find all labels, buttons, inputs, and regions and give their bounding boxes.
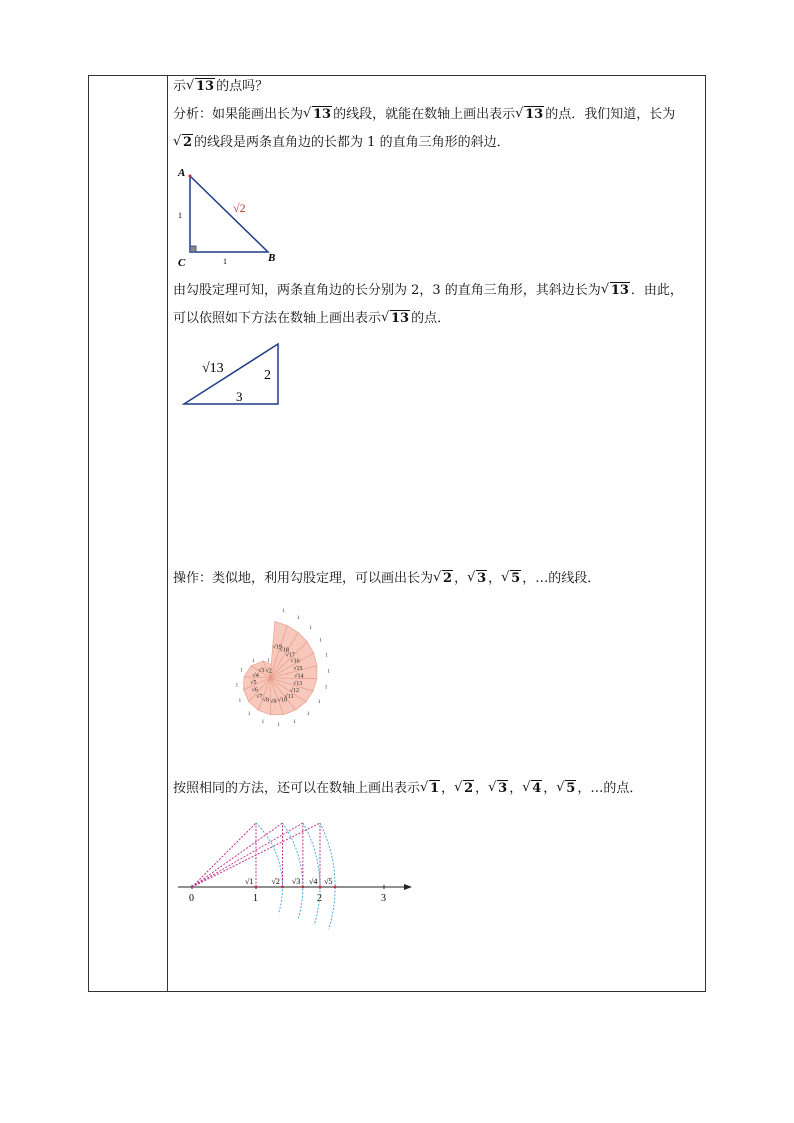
- axis-tick-label: 0: [189, 893, 194, 904]
- axis-tick-label: 1: [253, 893, 258, 904]
- sqrt-13: √ 13: [303, 106, 332, 124]
- number-line-diagram: [172, 815, 417, 910]
- root-point-label: √1: [245, 877, 254, 886]
- spiral-root-label: √8: [262, 697, 269, 704]
- sqrt-2: √ 2: [173, 134, 193, 152]
- spiral-root-label: √10: [277, 697, 288, 704]
- spiral-root-label: √12: [289, 688, 299, 695]
- spiral-root-label: √3: [258, 668, 265, 675]
- spiral-unit-label: 1: [296, 615, 300, 621]
- spiral-unit-label: 1: [325, 653, 328, 659]
- sqrt-13: √ 13: [515, 106, 544, 124]
- theodorus-spiral: [172, 592, 342, 728]
- sqrt-13: √ 13: [601, 282, 630, 300]
- spiral-root-label: √16: [290, 658, 300, 665]
- axis-tick-label: 3: [381, 893, 386, 904]
- right-triangle-2-3-sqrt13: [178, 338, 288, 412]
- spiral-root-label: √18: [279, 647, 289, 654]
- axis-tick-label: 2: [317, 893, 322, 904]
- hypotenuse-line: [192, 823, 283, 887]
- spiral-unit-label: 1: [317, 700, 321, 706]
- sqrt-13: √ 13: [186, 78, 215, 96]
- root-point-label: √4: [309, 877, 318, 886]
- leg-bottom-label: 1: [223, 257, 227, 266]
- hyp-label: √13: [202, 361, 224, 376]
- spiral-unit-label: 1: [235, 683, 239, 689]
- spiral-root-label: √15: [293, 665, 303, 672]
- spiral-unit-label: 1: [267, 658, 270, 664]
- sqrt-5: √ 5: [501, 570, 521, 588]
- spiral-unit-label: 1: [293, 719, 296, 725]
- spiral-unit-label: 1: [324, 685, 328, 691]
- text-fragment: 示: [173, 79, 187, 94]
- vertex-A: A: [178, 167, 186, 179]
- table-left-column: [89, 76, 168, 991]
- spiral-unit-label: 1: [282, 608, 285, 614]
- root-point-label: √3: [291, 877, 301, 886]
- text-fragment: 的点吗？: [216, 79, 269, 94]
- spiral-root-label: √11: [284, 693, 294, 700]
- spiral-root-label: √14: [294, 673, 304, 680]
- compass-arc: [303, 823, 320, 925]
- spiral-root-label: √17: [285, 652, 295, 659]
- text-line-1: [173, 78, 268, 96]
- sqrt-13: √ 13: [381, 310, 410, 328]
- sqrt-3: √ 3: [467, 570, 487, 588]
- spiral-unit-label: 1: [238, 699, 242, 705]
- spiral-root-label: √5: [250, 680, 257, 687]
- sqrt-2: √ 2: [454, 780, 474, 798]
- hypotenuse-label: √2: [233, 201, 246, 215]
- spiral-unit-label: 1: [307, 711, 310, 717]
- sqrt-1: √ 1: [420, 780, 440, 798]
- analysis-line: 分析：如果能画出长为√ 13 的线段，就能在数轴上画出表示√ 13 的点．我们知道，长为: [173, 106, 675, 124]
- compass-arc: [283, 823, 303, 920]
- spiral-unit-label: 1: [240, 668, 243, 674]
- leg-vertical-label: 2: [264, 368, 271, 383]
- pythagoras-line: 由勾股定理可知，两条直角边的长分别为 2，3 的直角三角形，其斜边长为√ 13 ．由此，: [173, 282, 683, 300]
- compass-arc: [256, 823, 283, 914]
- root-point: [334, 886, 337, 889]
- vertex-C: C: [178, 257, 186, 269]
- sqrt-3: √ 3: [488, 780, 508, 798]
- spiral-unit-label: 1: [319, 638, 322, 644]
- same-method-line: 按照相同的方法，还可以在数轴上画出表示√ 1 ，√ 2 ，√ 3 ，√ 4 ，√ 5 ，…的点．: [173, 780, 642, 798]
- spiral-unit-label: 1: [252, 658, 255, 664]
- leg-left-label: 1: [178, 211, 182, 220]
- leg-base-label: 3: [236, 389, 243, 404]
- spiral-unit-label: 1: [309, 625, 312, 631]
- sqrt-2: √ 2: [433, 570, 453, 588]
- method-line: 可以依照如下方法在数轴上画出表示√ 13 的点．: [173, 310, 450, 328]
- spiral-root-label: √9: [270, 698, 277, 705]
- sqrt-5: √ 5: [556, 780, 576, 798]
- vertex-B: B: [268, 252, 276, 264]
- spiral-root-label: √4: [252, 672, 259, 679]
- spiral-unit-label: 1: [247, 712, 251, 718]
- root-point-label: √5: [324, 877, 333, 886]
- spiral-root-label: √19: [272, 644, 282, 651]
- spiral-root-label: √6: [251, 687, 258, 694]
- operation-line: 操作：类似地，利用勾股定理，可以画出长为√ 2 ，√ 3 ，√ 5 ，…的线段．: [173, 570, 600, 588]
- spiral-unit-label: 1: [261, 720, 265, 726]
- spiral-root-label: √2: [265, 668, 272, 675]
- spiral-unit-label: 1: [327, 669, 330, 675]
- spiral-root-label: √13: [292, 681, 303, 688]
- spiral-root-label: √7: [256, 693, 263, 700]
- analysis-line-2: √ 2 的线段是两条直角边的长都为 1 的直角三角形的斜边．: [173, 134, 510, 152]
- right-triangle-1-1-sqrt2: [172, 160, 292, 272]
- axis-arrow: [404, 884, 412, 890]
- sqrt-4: √ 4: [522, 780, 542, 798]
- root-point-label: √2: [271, 877, 280, 886]
- spiral-unit-label: 1: [277, 722, 280, 728]
